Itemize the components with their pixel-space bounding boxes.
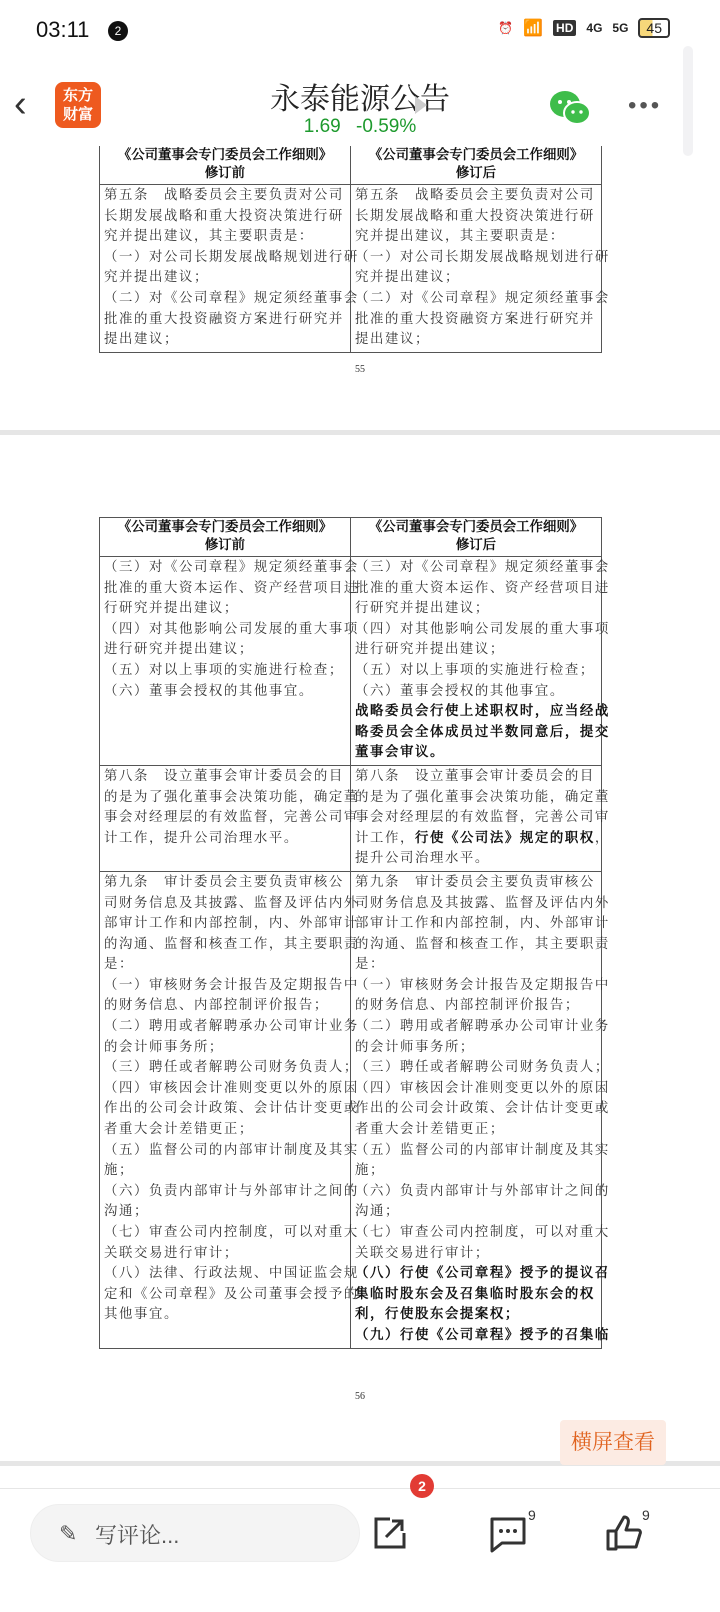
text-line [355,682,597,703]
text-segment: 究并提出建议； [355,270,460,286]
text-line [104,829,346,850]
text-segment: 作出的公司会计政策、会计估计变更或 [104,1101,359,1117]
text-line [355,227,597,248]
text-line [104,1202,346,1223]
text-segment: 作出的公司会计政策、会计估计变更或 [355,1101,610,1117]
text-line [355,186,597,207]
text-segment: （七）审查公司内控制度，可以对重大 [355,1225,610,1240]
text-line [104,268,346,289]
text-line [104,767,346,788]
revised-text: 略委员会全体成员过半数同意后，提交 [355,724,610,740]
text-segment: （五）对以上事项的实施进行检查； [355,662,595,678]
text-segment: 提出建议； [355,332,430,348]
stock-change: -0.59% [356,116,417,137]
revised-text: 行使《公司法》规定的职权 [414,830,595,846]
text-line [355,849,597,870]
text-line [355,207,597,228]
text-segment: （六）负责内部审计与外部审计之间的 [104,1183,359,1199]
table-row [100,871,602,1348]
text-segment: 第五条 战略委员会主要负责对公司 [104,188,344,203]
scrollbar[interactable] [683,46,693,156]
text-line [104,207,346,228]
text-segment: 第五条 战略委员会主要负责对公司 [355,188,595,203]
comment-input[interactable] [30,1504,360,1562]
text-line [355,1244,597,1265]
back-icon[interactable]: ‹ [14,83,27,125]
pencil-icon: ✎ [59,1521,78,1546]
text-segment: 者重大会计差错更正； [355,1122,505,1138]
text-line [355,743,597,764]
text-line [104,808,359,829]
text-segment: 的沟通、监督和核查工作，其主要职责 [355,936,610,952]
text-line [355,788,610,809]
text-segment: （三）聘任或者解聘公司财务负责人； [104,1060,359,1076]
text-segment: （六）负责内部审计与外部审计之间的 [355,1183,610,1199]
cell-before [100,557,359,766]
text-line [104,1058,359,1079]
text-segment: （六）董事会授权的其他事宜。 [355,683,565,699]
text-segment: （五）监督公司的内部审计制度及其实 [355,1142,610,1158]
text-line [104,558,359,579]
text-line [355,1202,597,1223]
header-cell-left [100,146,351,185]
text-line [104,996,346,1017]
text-segment: （二）对《公司章程》规定须经董事会 [355,290,610,306]
text-segment: 关联交易进行审计； [355,1245,490,1261]
table-row [100,765,602,871]
text-segment: ， [594,830,610,846]
clock: 03:11 [36,17,90,42]
app-bar [0,62,720,146]
table-header-row [100,518,602,557]
text-line [104,1264,359,1285]
text-segment: 批准的重大投资融资方案进行研究并 [355,311,595,327]
text-segment: 计工作， [355,830,415,846]
text-line [104,788,359,809]
text-line [104,1223,359,1244]
header-text: 《公司董事会专门委员会工作细则》 [117,148,333,163]
text-line [104,1182,359,1203]
revised-text: （九）行使《公司章程》授予的召集临 [355,1327,610,1343]
text-line [355,579,610,600]
text-line [355,310,597,331]
text-line [355,976,610,997]
text-line [104,682,346,703]
text-line [355,1264,610,1285]
text-line [355,723,610,744]
text-line [355,558,610,579]
text-line [104,227,346,248]
text-line [104,1161,346,1182]
text-line [104,1141,359,1162]
text-line [355,599,597,620]
cell-after [351,185,610,353]
text-line [355,873,597,894]
text-line [355,914,610,935]
text-segment: （五）监督公司的内部审计制度及其实 [104,1142,359,1158]
text-line [355,289,610,310]
text-segment: 的会计师事务所； [355,1039,475,1055]
text-line [355,1079,610,1100]
text-segment: 是： [104,957,134,973]
text-segment: 行研究并提出建议； [355,601,490,617]
text-segment: 批准的重大资本运作、资产经营项目进 [104,580,359,596]
revised-text: 集临时股东会及召集临时股东会的权 [355,1286,595,1302]
cell-after [351,871,610,1348]
header-text: 修订后 [455,538,497,553]
page-divider [0,430,720,435]
text-segment: 提升公司治理水平。 [355,851,490,867]
page-title: 永泰能源公告 [270,83,450,116]
text-line [104,1120,346,1141]
text-segment: （四）审核因会计准则变更以外的原因 [355,1080,610,1096]
text-line [355,268,597,289]
text-segment: 部审计工作和内部控制，内、外部审计 [355,916,610,932]
text-line [355,330,597,351]
text-segment: 究并提出建议，其主要职责是： [104,229,314,245]
text-segment: （六）董事会授权的其他事宜。 [104,683,314,699]
text-line [355,1099,610,1120]
hd-icon: HD [553,20,576,36]
text-line [355,808,610,829]
text-segment: （一）审核财务会计报告及定期报告中 [355,977,610,993]
text-segment: （一）审核财务会计报告及定期报告中 [104,977,359,993]
text-line [104,1285,359,1306]
text-line [355,1305,597,1326]
header-cell-left [100,518,351,557]
table-row [100,185,602,353]
header-cell-right [351,518,602,557]
text-segment: 提出建议； [104,332,179,348]
text-segment: 施； [355,1163,385,1179]
text-segment: 的财务信息、内部控制评价报告； [355,998,580,1014]
text-line [104,186,346,207]
text-segment: 司财务信息及其披露、监督及评估内外 [104,895,359,911]
text-segment: 第九条 审计委员会主要负责审核公 [355,874,595,890]
page-number: 55 [355,364,365,375]
text-segment: 计工作，提升公司治理水平。 [104,830,299,846]
text-line [104,1079,359,1100]
text-segment: 沟通； [104,1204,149,1220]
text-segment: 的沟通、监督和核查工作，其主要职责 [104,936,359,952]
table-row [100,557,602,766]
status-bar [0,0,720,62]
text-line [355,661,597,682]
text-line [104,289,359,310]
text-segment: 究并提出建议，其主要职责是： [355,229,565,245]
alarm-icon: ⏰ [498,21,514,35]
text-segment: 是： [355,957,385,973]
header-text: 修订前 [204,166,246,181]
text-line [355,248,610,269]
bottom-bar [0,1478,720,1612]
text-segment: 的财务信息、内部控制评价报告； [104,998,329,1014]
header-text: 《公司董事会专门委员会工作细则》 [368,148,584,163]
share-badge: 2 [410,1474,434,1498]
text-segment: 部审计工作和内部控制，内、外部审计 [104,916,359,932]
text-line [104,310,346,331]
text-segment: 究并提出建议； [104,270,209,286]
text-segment: 批准的重大资本运作、资产经营项目进 [355,580,610,596]
text-segment: 其他事宜。 [104,1307,179,1323]
text-line [104,640,346,661]
text-segment: 进行研究并提出建议； [104,642,254,658]
text-line [104,935,359,956]
text-line [355,767,597,788]
text-line [355,640,597,661]
text-line [355,1161,597,1182]
text-line [104,1038,346,1059]
text-segment: （一）对公司长期发展战略规划进行研 [104,249,359,265]
text-line [355,1017,610,1038]
text-line [104,873,346,894]
table-header-row [100,146,602,185]
text-segment: （三）聘任或者解聘公司财务负责人； [355,1060,610,1076]
revised-text: （八）行使《公司章程》授予的提议召 [355,1266,610,1282]
text-segment: 第九条 审计委员会主要负责审核公 [104,874,344,890]
text-segment: （三）对《公司章程》规定须经董事会 [355,560,610,575]
stock-quote [0,116,720,138]
text-segment: （八）法律、行政法规、中国证监会规 [104,1266,359,1282]
text-line [355,1120,597,1141]
header-text: 《公司董事会专门委员会工作细则》 [117,520,333,535]
text-segment: 的是为了强化董事会决策功能，确定董 [355,789,610,805]
text-line [355,1182,610,1203]
wechat-share-icon[interactable] [548,88,592,128]
text-segment: （二）聘用或者解聘承办公司审计业务 [355,1019,610,1035]
cell-before [100,185,359,353]
signal-4g-icon: 4G [586,21,603,35]
text-segment: （二）对《公司章程》规定须经董事会 [104,290,359,306]
text-line [104,620,359,641]
text-line [355,1285,597,1306]
text-segment: 者重大会计差错更正； [104,1122,254,1138]
text-segment: 定和《公司章程》及公司董事会授予的 [104,1286,359,1302]
text-segment: （三）对《公司章程》规定须经董事会 [104,560,359,575]
text-line [355,996,597,1017]
text-line [355,1141,610,1162]
text-line [104,579,359,600]
text-segment: 长期发展战略和重大投资决策进行研 [104,208,344,224]
text-line [104,976,359,997]
cell-after [351,557,610,766]
text-segment: 事会对经理层的有效监督，完善公司审 [104,810,359,826]
text-line [104,330,346,351]
revision-table [99,517,610,1349]
wifi-icon: 📶 [523,20,544,37]
battery-icon: 45 [638,18,670,38]
text-segment: （一）对公司长期发展战略规划进行研 [355,249,610,265]
header-cell-right [351,146,602,185]
comment-count: 9 [528,1507,536,1523]
text-line [104,894,359,915]
text-segment: 的会计师事务所； [104,1039,224,1055]
text-line [355,1326,610,1347]
cell-before [100,871,359,1348]
text-line [355,620,610,641]
text-line [104,1099,359,1120]
revised-text: 战略委员会行使上述职权时，应当经战 [355,704,610,720]
comment-icon[interactable] [488,1513,528,1553]
cell-after [351,765,610,871]
notification-badge: 2 [108,21,128,41]
text-line [104,1305,346,1326]
text-segment: （四）对其他影响公司发展的重大事项 [355,621,610,637]
text-line [104,1017,359,1038]
text-segment: （七）审查公司内控制度，可以对重大 [104,1225,359,1240]
text-line [355,1058,610,1079]
like-count: 9 [642,1507,650,1523]
landscape-view-button[interactable]: 横屏查看 [560,1420,666,1465]
text-segment: 长期发展战略和重大投资决策进行研 [355,208,595,224]
text-segment: （四）对其他影响公司发展的重大事项 [104,621,359,637]
text-line [355,935,610,956]
share-icon[interactable] [370,1513,410,1553]
revision-table [99,145,610,353]
header-text: 《公司董事会专门委员会工作细则》 [368,520,584,535]
signal-5g-icon: 5G [612,21,629,35]
text-segment: 施； [104,1163,134,1179]
text-segment: 的是为了强化董事会决策功能，确定董 [104,789,359,805]
text-line [355,702,610,723]
text-segment: 事会对经理层的有效监督，完善公司审 [355,810,610,826]
comment-placeholder: 写评论... [95,1523,180,1548]
revised-text: 董事会审议。 [355,745,445,761]
expand-arrow-icon[interactable] [415,96,427,114]
page-number: 56 [355,1391,365,1402]
text-line [104,661,346,682]
header-text: 修订后 [455,166,497,181]
text-segment: 关联交易进行审计； [104,1245,239,1261]
text-line [104,248,359,269]
text-line [355,955,597,976]
text-segment: 进行研究并提出建议； [355,642,505,658]
text-line [355,1038,597,1059]
text-line [355,829,610,850]
text-segment: （五）对以上事项的实施进行检查； [104,662,344,678]
revised-text: 利，行使股东会提案权； [355,1307,520,1323]
text-segment: 行研究并提出建议； [104,601,239,617]
text-segment: 第八条 设立董事会审计委员会的目 [104,768,344,784]
cell-before [100,765,359,871]
text-line [355,1223,610,1244]
text-line [104,955,346,976]
more-icon[interactable]: ••• [628,92,663,119]
text-segment: （二）聘用或者解聘承办公司审计业务 [104,1019,359,1035]
app-logo: 东方 财富 [55,82,101,128]
text-line [104,1244,346,1265]
text-line [355,894,610,915]
text-line [104,914,359,935]
text-segment: 批准的重大投资融资方案进行研究并 [104,311,344,327]
text-segment: 第八条 设立董事会审计委员会的目 [355,768,595,784]
text-segment: （四）审核因会计准则变更以外的原因 [104,1080,359,1096]
header-text: 修订前 [204,538,246,553]
text-line [104,599,346,620]
text-segment: 司财务信息及其披露、监督及评估内外 [355,895,610,911]
text-segment: 沟通； [355,1204,400,1220]
like-icon[interactable] [604,1513,644,1553]
stock-price: 1.69 [303,116,341,137]
